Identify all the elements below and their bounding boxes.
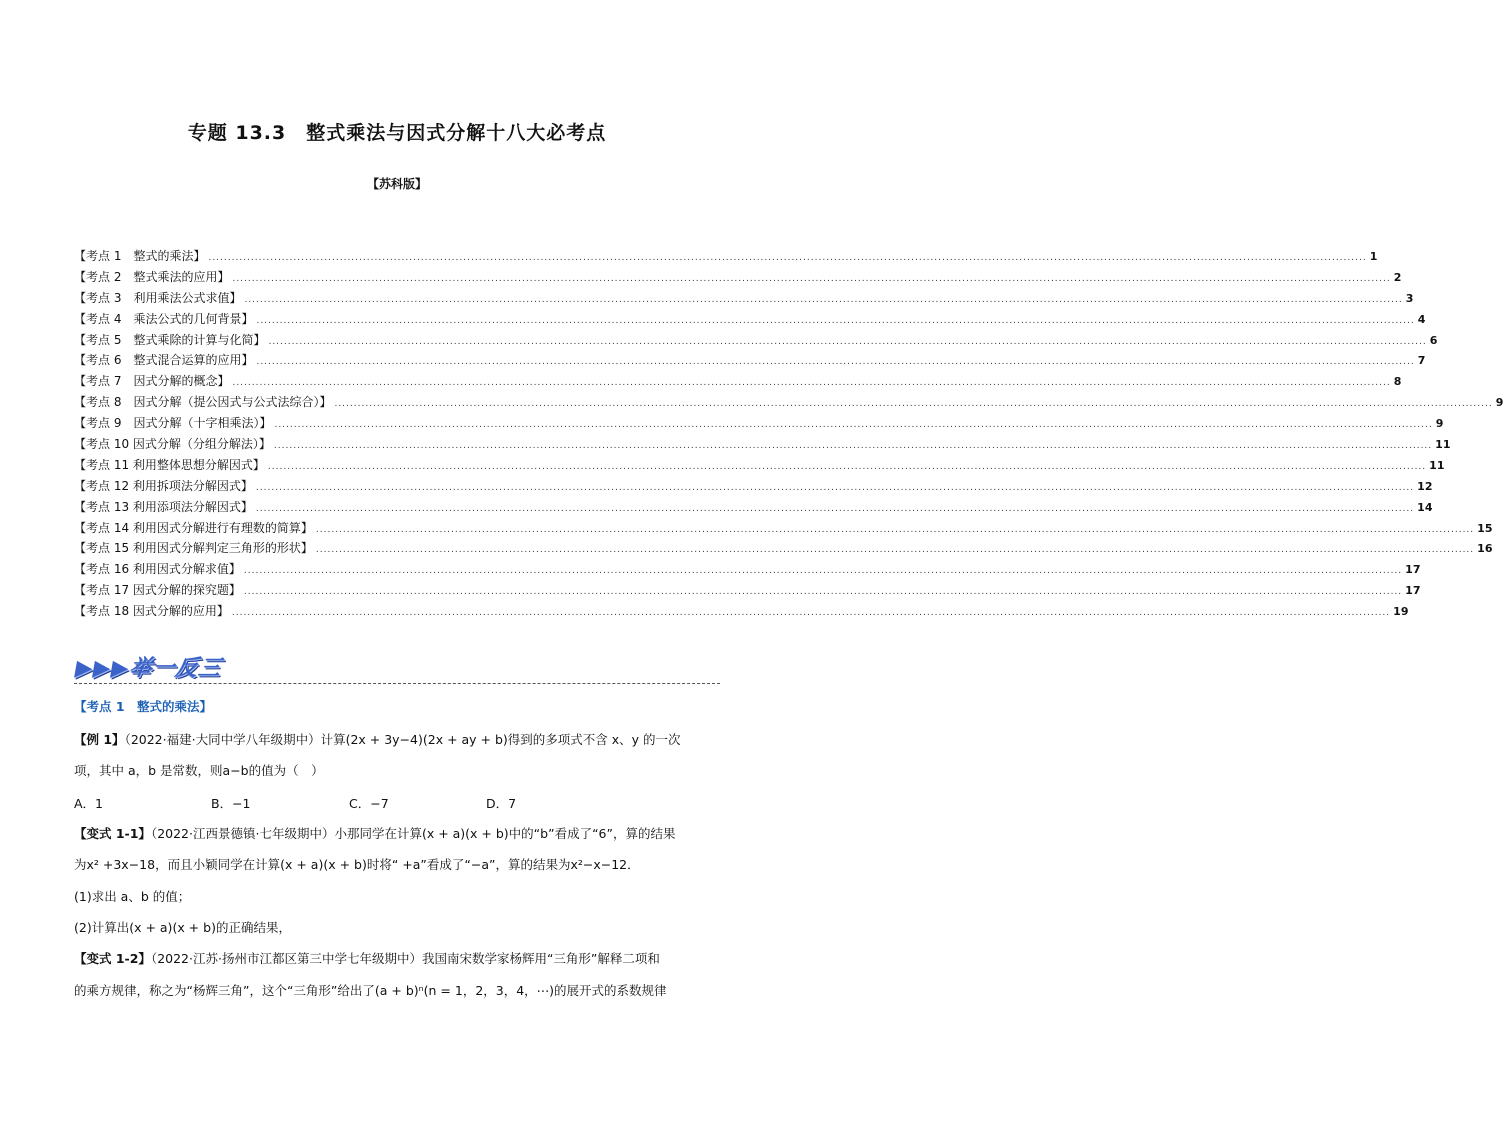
toc-entry[interactable]: [74, 309, 1426, 330]
toc-entry-page: 14: [1417, 500, 1433, 514]
toc-entry[interactable]: [74, 413, 1444, 434]
toc-entry-label: 【考点 6 整式混合运算的应用】: [74, 353, 254, 368]
toc-entry[interactable]: [74, 246, 1378, 267]
variant-1-1-text-1: （2022·江西景德镇·七年级期中）小那同学在计算(x + a)(x + b)中的“b”看成了“6”，算的结果: [150, 826, 676, 841]
variant-1-1-question-1: (1)求出 a、b 的值；: [74, 889, 191, 904]
choice-c[interactable]: C．−7: [349, 796, 389, 811]
toc-entry-page: 16: [1477, 542, 1493, 556]
toc-entry-page: 17: [1405, 563, 1421, 577]
toc-leader-dots: ............................................................................................................................................................................................................................................................................................................: [255, 482, 1415, 493]
toc-entry-label: 【考点 10 因式分解（分组分解法）】: [74, 437, 271, 452]
toc-leader-dots: ............................................................................................................................................................................................................................................................................................................: [315, 524, 1475, 535]
toc-leader-dots: ............................................................................................................................................................................................................................................................................................................: [334, 399, 1493, 410]
example-1-text-2: 项，其中 a，b 是常数，则a−b的值为（ ）: [74, 763, 324, 778]
toc-entry[interactable]: [74, 350, 1426, 371]
toc-leader-dots: ............................................................................................................................................................................................................................................................................................................: [231, 608, 1391, 619]
toc-entry-label: 【考点 12 利用拆项法分解因式】: [74, 478, 253, 493]
toc-entry-page: 12: [1417, 479, 1433, 493]
toc-entry-label: 【考点 13 利用添项法分解因式】: [74, 499, 253, 514]
toc-entry-page: 7: [1417, 354, 1426, 368]
toc-entry-label: 【考点 4 乘法公式的几何背景】: [74, 311, 254, 326]
toc-entry-label: 【考点 3 利用乘法公式求值】: [74, 290, 242, 305]
toc-entry[interactable]: [74, 518, 1493, 539]
toc-entry-label: 【考点 2 整式乘法的应用】: [74, 269, 230, 284]
toc-entry[interactable]: [74, 288, 1414, 309]
toc-entry[interactable]: [74, 371, 1402, 392]
banner-title: ▶▶▶举一反三: [73, 656, 224, 681]
toc-entry-label: 【考点 18 因式分解的应用】: [74, 604, 229, 619]
toc-entry-label: 【考点 15 利用因式分解判定三角形的形状】: [74, 541, 313, 556]
choice-a[interactable]: A．1: [74, 796, 104, 811]
toc-entry[interactable]: [74, 330, 1438, 351]
toc-entry-page: 2: [1393, 270, 1402, 284]
toc-leader-dots: ............................................................................................................................................................................................................................................................................................................: [256, 357, 1415, 368]
toc-entry-page: 4: [1417, 312, 1426, 326]
toc-leader-dots: ............................................................................................................................................................................................................................................................................................................: [267, 461, 1427, 472]
section-divider: [74, 683, 720, 684]
toc-entry-label: 【考点 7 因式分解的概念】: [74, 374, 230, 389]
toc-entry[interactable]: [74, 538, 1493, 559]
toc-entry-label: 【考点 17 因式分解的探究题】: [74, 583, 241, 598]
toc-leader-dots: ............................................................................................................................................................................................................................................................................................................: [315, 545, 1475, 556]
section-banner: [73, 651, 224, 682]
toc-entry-page: 9: [1435, 417, 1444, 431]
document-title: 专题 13.3 整式乘法与因式分解十八大必考点: [187, 122, 607, 144]
example-1-text-1: （2022·福建·大同中学八年级期中）计算(2x + 3y−4)(2x + ay + b)得到的多项式不含 x、y 的一次: [124, 732, 681, 747]
toc-leader-dots: ............................................................................................................................................................................................................................................................................................................: [273, 441, 1433, 452]
toc-entry[interactable]: [74, 476, 1433, 497]
variant-1-1-question-2: (2)计算出(x + a)(x + b)的正确结果，: [74, 920, 291, 935]
toc-leader-dots: ............................................................................................................................................................................................................................................................................................................: [255, 503, 1415, 514]
toc-entry-page: 19: [1393, 605, 1409, 619]
toc-entry[interactable]: [74, 267, 1402, 288]
toc-leader-dots: ............................................................................................................................................................................................................................................................................................................: [274, 420, 1433, 431]
toc-leader-dots: ............................................................................................................................................................................................................................................................................................................: [232, 378, 1391, 389]
toc-entry-page: 8: [1393, 375, 1402, 389]
toc-entry-label: 【考点 14 利用因式分解进行有理数的简算】: [74, 520, 313, 535]
toc-leader-dots: ............................................................................................................................................................................................................................................................................................................: [243, 587, 1403, 598]
variant-1-2-text-1: （2022·江苏·扬州市江都区第三中学七年级期中）我国南宋数学家杨辉用“三角形”解释二项和: [150, 951, 660, 966]
toc-leader-dots: ............................................................................................................................................................................................................................................................................................................: [256, 315, 1415, 326]
variant-1-2-line-1: [74, 950, 722, 968]
toc-entry-label: 【考点 1 整式的乘法】: [74, 249, 206, 263]
toc-leader-dots: ............................................................................................................................................................................................................................................................................................................: [232, 273, 1391, 284]
toc-entry-page: 15: [1477, 521, 1493, 535]
variant-1-2-text-2: 的乘方规律，称之为“杨辉三角”，这个“三角形”给出了(a + b)ⁿ(n = 1，2，3，4，⋯)的展开式的系数规律: [74, 983, 667, 998]
edition-label: 【苏科版】: [366, 177, 427, 191]
toc-leader-dots: ............................................................................................................................................................................................................................................................................................................: [244, 294, 1403, 305]
toc-entry[interactable]: [74, 455, 1445, 476]
variant-1-1-line-1: [74, 825, 722, 843]
toc-entry[interactable]: [74, 497, 1433, 518]
toc-entry[interactable]: [74, 392, 1503, 413]
example-1-tag: 【例 1】: [74, 732, 125, 747]
toc-entry-label: 【考点 9 因式分解（十字相乘法）】: [74, 416, 272, 431]
toc-leader-dots: ............................................................................................................................................................................................................................................................................................................: [243, 566, 1403, 577]
toc-entry-page: 6: [1429, 333, 1438, 347]
toc-leader-dots: ............................................................................................................................................................................................................................................................................................................: [268, 336, 1427, 347]
example-1-line-1: [74, 731, 722, 749]
choice-d[interactable]: D．7: [486, 796, 517, 811]
toc-entry-label: 【考点 5 整式乘除的计算与化简】: [74, 332, 266, 347]
toc-entry-page: 9: [1495, 396, 1503, 410]
toc-entry[interactable]: [74, 601, 1409, 622]
choice-b[interactable]: B．−1: [211, 796, 251, 811]
toc-entry-label: 【考点 16 利用因式分解求值】: [74, 562, 241, 577]
toc-entry-label: 【考点 11 利用整体思想分解因式】: [74, 457, 265, 472]
toc-entry[interactable]: [74, 580, 1421, 601]
variant-1-1-text-2: 为x² +3x−18，而且小颖同学在计算(x + a)(x + b)时将“ +a”看成了“−a”，算的结果为x²−x−12．: [74, 857, 640, 872]
toc-entry[interactable]: [74, 434, 1451, 455]
variant-1-1-tag: 【变式 1-1】: [74, 826, 151, 841]
toc-entry-page: 1: [1369, 250, 1378, 263]
toc-entry-page: 17: [1405, 584, 1421, 598]
toc-entry-page: 11: [1429, 458, 1445, 472]
variant-1-2-tag: 【变式 1-2】: [74, 951, 151, 966]
table-of-contents: [74, 246, 1503, 622]
toc-entry-page: 3: [1405, 291, 1414, 305]
toc-entry-page: 11: [1435, 438, 1451, 452]
section-heading: 【考点 1 整式的乘法】: [74, 699, 213, 714]
toc-entry-label: 【考点 8 因式分解（提公因式与公式法综合）】: [74, 395, 332, 410]
toc-entry[interactable]: [74, 559, 1421, 580]
toc-leader-dots: ............................................................................................................................................................................................................................................................................................................: [208, 253, 1367, 263]
